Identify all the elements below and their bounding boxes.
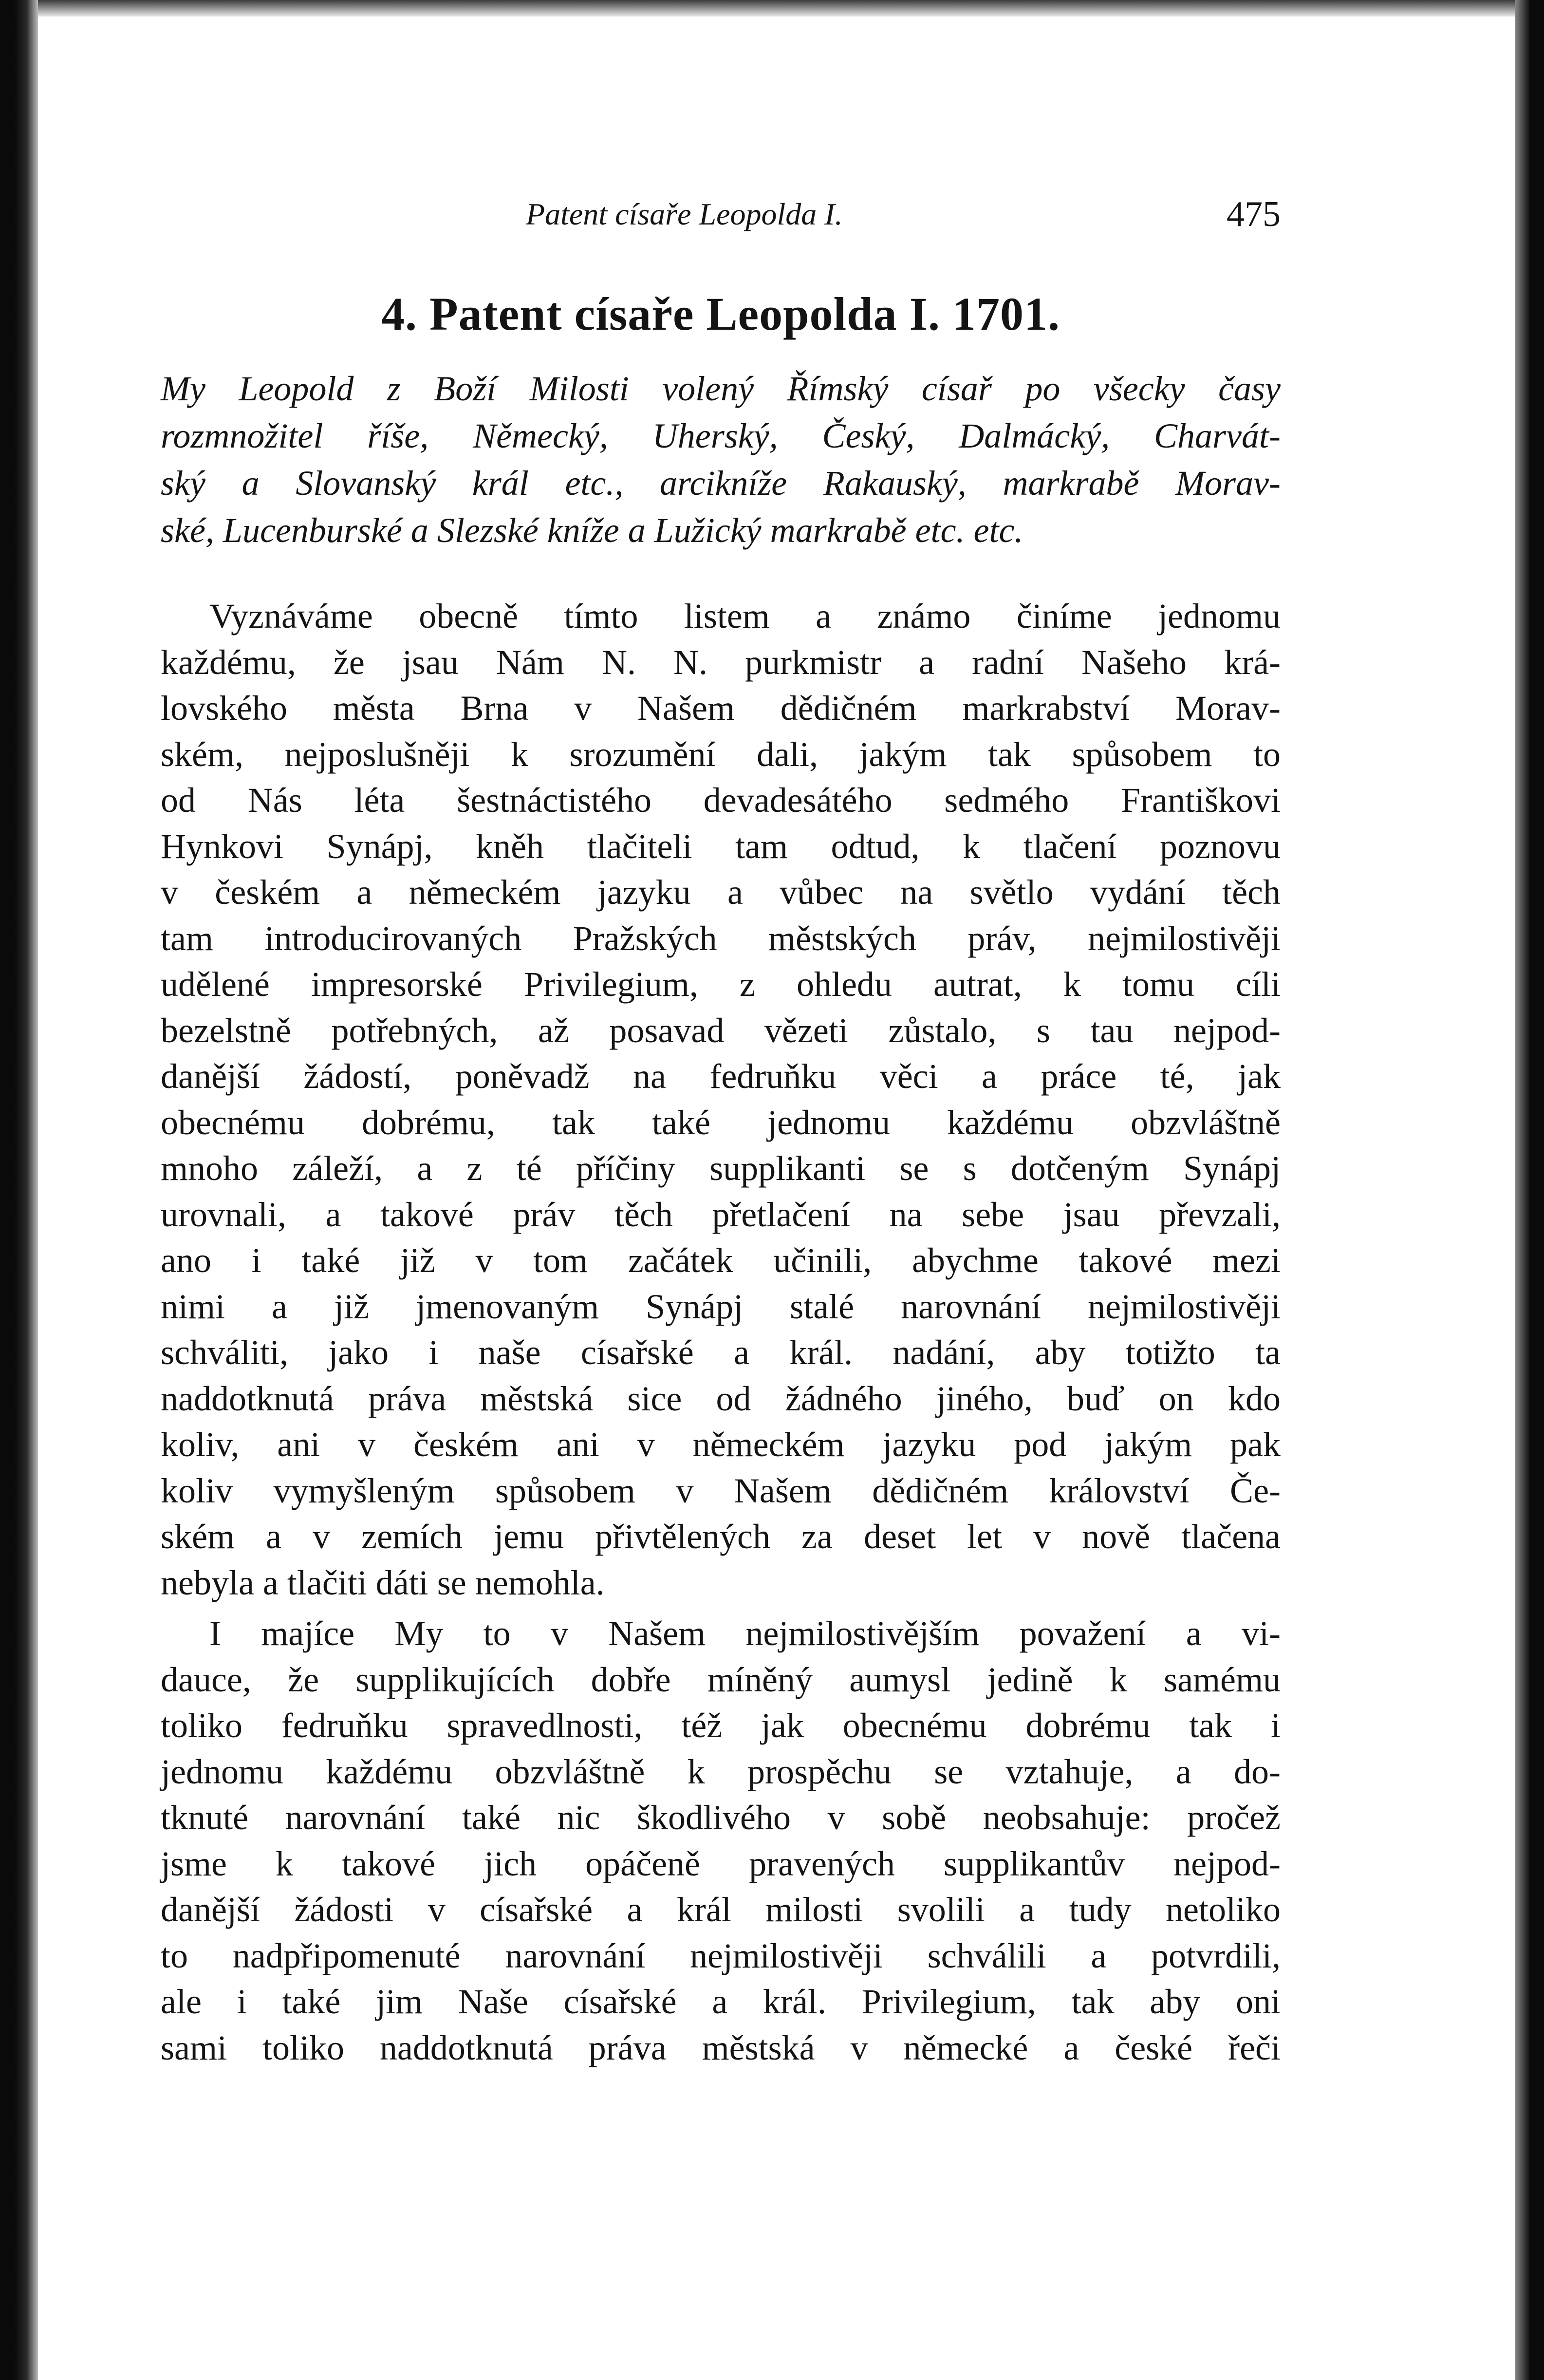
running-head [161,190,1281,239]
scan-right-edge [1515,0,1544,2380]
text-line: nimi a již jmenovaným Synápj stalé narovnání nejmilostivěji [161,1287,1281,1326]
book-page [161,190,1281,2071]
paragraph-1 [161,593,1281,1606]
text-line: jsme k takové jich opáčeně pravených supplikantův nejpod- [161,1844,1281,1883]
text-line: schváliti, jako i naše císařské a král. nadání, aby totižto ta [161,1333,1281,1372]
text-line: I majíce My to v Našem nejmilostivějším považení a vi- [209,1614,1281,1653]
text-line: rozmnožitel říše, Německý, Uherský, Český, Dalmácký, Charvát- [161,416,1281,455]
text-line: od Nás léta šestnáctistého devadesátého sedmého Františkovi [161,781,1281,820]
text-line: v českém a německém jazyku a vůbec na světlo vydání těch [161,873,1281,912]
text-line: naddotknutá práva městská sice od žádného jiného, buď on kdo [161,1379,1281,1418]
scan-top-edge [0,0,1544,17]
text-line: bezelstně potřebných, až posavad vězeti zůstalo, s tau nejpod- [161,1011,1281,1050]
text-line: ském a v zemích jemu přivtělených za deset let v nově tlačena [161,1517,1281,1556]
running-title: Patent císaře Leopolda I. [526,197,843,231]
text-line: udělené impresorské Privilegium, z ohledu autrat, k tomu cíli [161,965,1281,1004]
page-number: 475 [1227,194,1281,234]
text-line: ském, nejposlušněji k srozumění dali, jakým tak spůsobem to [161,734,1281,774]
paragraph-2 [161,1611,1281,2071]
text-line: dauce, že supplikujících dobře míněný aumysl jedině k samému [161,1660,1281,1699]
text-line: sami toliko naddotknutá práva městská v německé a české řeči [161,2028,1281,2067]
text-line: tknuté narovnání také nic škodlivého v sobě neobsahuje: pročež [161,1798,1281,1837]
text-line: ské, Lucenburské a Slezské kníže a Lužický markrabě etc. etc. [161,511,1023,550]
document-title: 4. Patent císaře Leopolda I. 1701. [381,288,1060,340]
text-line: ale i také jim Naše císařské a král. Privilegium, tak aby oni [161,1982,1281,2021]
text-line: jednomu každému obzvláštně k prospěchu se vztahuje, a do- [161,1752,1281,1791]
scan-left-edge [0,0,38,2380]
text-line: nebyla a tlačiti dáti se nemohla. [161,1563,605,1602]
text-line: koliv, ani v českém ani v německém jazyku pod jakým pak [161,1425,1281,1464]
intitulatio [161,365,1281,554]
text-line: koliv vymyšleným spůsobem v Našem dědičném království Če- [161,1471,1281,1510]
text-line: danější žádostí, poněvadž na fedruňku věci a práce té, jak [161,1057,1281,1096]
text-line: Hynkovi Synápj, kněh tlačiteli tam odtud, k tlačení poznovu [161,826,1281,866]
text-line: toliko fedruňku spravedlnosti, též jak obecnému dobrému tak i [161,1706,1281,1745]
text-line: každému, že jsau Nám N. N. purkmistr a radní Našeho krá- [161,642,1281,682]
text-line: obecnému dobrému, tak také jednomu každému obzvláštně [161,1103,1281,1142]
text-line: lovského města Brna v Našem dědičném markrabství Morav- [161,689,1281,728]
text-line: danější žádosti v císařské a král milosti svolili a tudy netoliko [161,1890,1281,1929]
text-line: My Leopold z Boží Milosti volený Římský císař po všecky časy [161,369,1281,408]
text-line: to nadpřipomenuté narovnání nejmilostivěji schválili a potvrdili, [161,1936,1281,1975]
text-line: tam introducirovaných Pražských městských práv, nejmilostivěji [161,918,1281,958]
text-line: urovnali, a takové práv těch přetlačení na sebe jsau převzali, [161,1195,1281,1234]
text-line: ský a Slovanský král etc., arcikníže Rakauský, markrabě Morav- [161,464,1281,503]
text-line: ano i také již v tom začátek učinili, abychme takové mezi [161,1241,1281,1280]
text-line: Vyznáváme obecně tímto listem a známo činíme jednomu [209,597,1281,636]
text-line: mnoho záleží, a z té příčiny supplikanti se s dotčeným Synápj [161,1149,1281,1188]
